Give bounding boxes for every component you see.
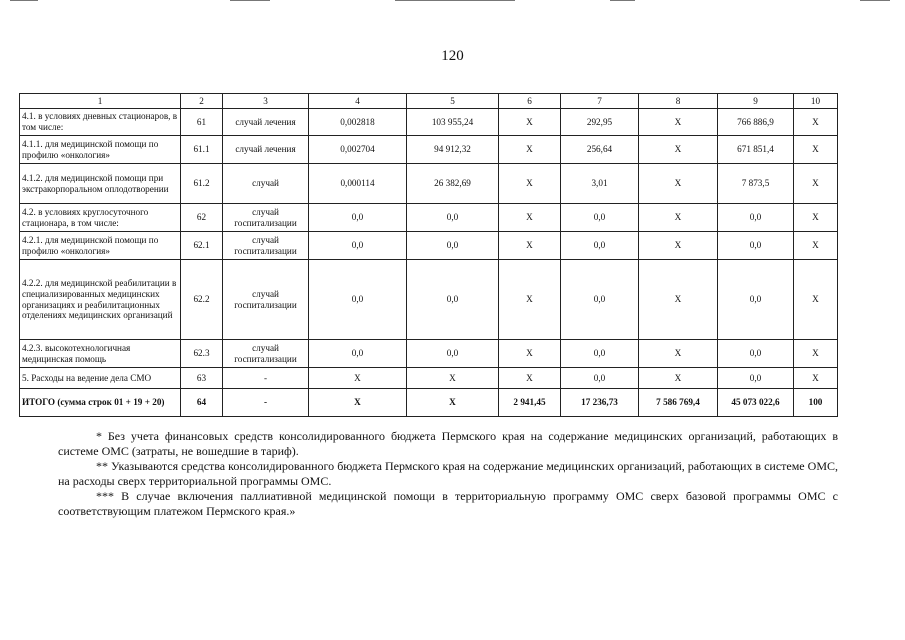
value-cell: 0,0: [718, 232, 794, 260]
column-header: 6: [499, 94, 561, 109]
column-header: 9: [718, 94, 794, 109]
column-header: 3: [223, 94, 309, 109]
value-cell: 0,002818: [309, 109, 407, 136]
row-number-cell: 62.2: [181, 260, 223, 340]
value-cell: 0,002704: [309, 136, 407, 164]
value-cell: X: [407, 368, 499, 389]
unit-cell: случай лечения: [223, 109, 309, 136]
value-cell: X: [639, 204, 718, 232]
value-cell: X: [499, 204, 561, 232]
value-cell: 0,0: [718, 204, 794, 232]
row-label-cell: ИТОГО (сумма строк 01 + 19 + 20): [20, 389, 181, 417]
unit-cell: случай: [223, 164, 309, 204]
value-cell: 0,0: [407, 340, 499, 368]
unit-cell: случай госпитализации: [223, 340, 309, 368]
value-cell: 0,0: [561, 368, 639, 389]
value-cell: X: [499, 368, 561, 389]
row-number-cell: 61.2: [181, 164, 223, 204]
value-cell: X: [794, 164, 838, 204]
value-cell: X: [309, 368, 407, 389]
value-cell: X: [794, 368, 838, 389]
row-number-cell: 63: [181, 368, 223, 389]
value-cell: 0,0: [407, 260, 499, 340]
value-cell: 0,0: [407, 204, 499, 232]
row-label-cell: 4.1.2. для медицинской помощи при экстракорпоральном оплодотворении: [20, 164, 181, 204]
value-cell: X: [794, 136, 838, 164]
value-cell: X: [639, 232, 718, 260]
row-label-cell: 4.2.3. высокотехнологичная медицинская помощь: [20, 340, 181, 368]
unit-cell: случай госпитализации: [223, 204, 309, 232]
scan-edge-mark: [860, 0, 890, 1]
value-cell: 100: [794, 389, 838, 417]
table-row: [20, 260, 838, 340]
table-row: [20, 232, 838, 260]
row-number-cell: 62.3: [181, 340, 223, 368]
column-header: 4: [309, 94, 407, 109]
column-header: 1: [20, 94, 181, 109]
value-cell: 0,0: [561, 340, 639, 368]
value-cell: X: [794, 109, 838, 136]
column-header: 8: [639, 94, 718, 109]
value-cell: 292,95: [561, 109, 639, 136]
row-label-cell: 4.1.1. для медицинской помощи по профилю «онкология»: [20, 136, 181, 164]
row-number-cell: 62.1: [181, 232, 223, 260]
unit-cell: -: [223, 368, 309, 389]
value-cell: 0,0: [309, 204, 407, 232]
value-cell: X: [639, 109, 718, 136]
value-cell: 45 073 022,6: [718, 389, 794, 417]
unit-cell: случай госпитализации: [223, 260, 309, 340]
unit-cell: -: [223, 389, 309, 417]
value-cell: X: [794, 204, 838, 232]
value-cell: X: [407, 389, 499, 417]
row-number-cell: 62: [181, 204, 223, 232]
value-cell: 7 873,5: [718, 164, 794, 204]
value-cell: 0,0: [309, 260, 407, 340]
row-label-cell: 5. Расходы на ведение дела СМО: [20, 368, 181, 389]
value-cell: 0,0: [718, 368, 794, 389]
value-cell: 3,01: [561, 164, 639, 204]
value-cell: 0,0: [309, 232, 407, 260]
value-cell: X: [499, 164, 561, 204]
value-cell: 2 941,45: [499, 389, 561, 417]
row-label-cell: 4.2. в условиях круглосуточного стационара, в том числе:: [20, 204, 181, 232]
value-cell: 0,0: [718, 260, 794, 340]
value-cell: 0,0: [561, 232, 639, 260]
unit-cell: случай госпитализации: [223, 232, 309, 260]
value-cell: 103 955,24: [407, 109, 499, 136]
column-header: 7: [561, 94, 639, 109]
value-cell: 766 886,9: [718, 109, 794, 136]
table-row: [20, 109, 838, 136]
value-cell: X: [794, 340, 838, 368]
value-cell: X: [639, 260, 718, 340]
row-label-cell: 4.2.1. для медицинской помощи по профилю «онкология»: [20, 232, 181, 260]
value-cell: X: [639, 368, 718, 389]
table-row: [20, 340, 838, 368]
value-cell: X: [499, 232, 561, 260]
value-cell: 94 912,32: [407, 136, 499, 164]
unit-cell: случай лечения: [223, 136, 309, 164]
value-cell: 17 236,73: [561, 389, 639, 417]
value-cell: X: [499, 260, 561, 340]
table-row: [20, 136, 838, 164]
value-cell: X: [309, 389, 407, 417]
footnote: * Без учета финансовых средств консолидированного бюджета Пермского края на содержание медицинских организаций, работающих в системе ОМС (затраты, не вошедшие в тариф).: [58, 429, 838, 458]
report-table: [19, 93, 838, 417]
table-row: [20, 368, 838, 389]
table-header-row: [20, 94, 838, 109]
scan-edge-mark: [10, 0, 38, 1]
value-cell: 256,64: [561, 136, 639, 164]
value-cell: X: [499, 340, 561, 368]
value-cell: X: [639, 136, 718, 164]
footnote: *** В случае включения паллиативной медицинской помощи в территориальную программу ОМС сверх базовой программы ОМС с соответствующим платежом Пермского края.»: [58, 489, 838, 518]
value-cell: 0,0: [561, 204, 639, 232]
page-number: 120: [441, 48, 464, 64]
value-cell: X: [639, 164, 718, 204]
table-row: [20, 204, 838, 232]
scan-edge-mark: [395, 0, 515, 1]
total-row: [20, 389, 838, 417]
row-number-cell: 64: [181, 389, 223, 417]
value-cell: X: [794, 232, 838, 260]
value-cell: 7 586 769,4: [639, 389, 718, 417]
footnote: ** Указываются средства консолидированного бюджета Пермского края на содержание медицинских организаций, работающих в системе ОМС, на расходы сверх территориальной программы ОМС.: [58, 459, 838, 488]
scan-edge-mark: [610, 0, 635, 1]
column-header: 5: [407, 94, 499, 109]
row-number-cell: 61: [181, 109, 223, 136]
footnotes: [58, 429, 838, 519]
scan-edge-mark: [230, 0, 270, 1]
row-label-cell: 4.2.2. для медицинской реабилитации в специализированных медицинских организациях и реабилитационных отделениях медицинских организаций: [20, 260, 181, 340]
row-label-cell: 4.1. в условиях дневных стационаров, в том числе:: [20, 109, 181, 136]
column-header: 2: [181, 94, 223, 109]
value-cell: 0,0: [407, 232, 499, 260]
value-cell: 26 382,69: [407, 164, 499, 204]
value-cell: X: [499, 109, 561, 136]
value-cell: X: [499, 136, 561, 164]
table-row: [20, 164, 838, 204]
value-cell: 0,0: [309, 340, 407, 368]
row-number-cell: 61.1: [181, 136, 223, 164]
value-cell: 0,0: [718, 340, 794, 368]
value-cell: 0,0: [561, 260, 639, 340]
value-cell: X: [794, 260, 838, 340]
column-header: 10: [794, 94, 838, 109]
value-cell: X: [639, 340, 718, 368]
value-cell: 0,000114: [309, 164, 407, 204]
value-cell: 671 851,4: [718, 136, 794, 164]
